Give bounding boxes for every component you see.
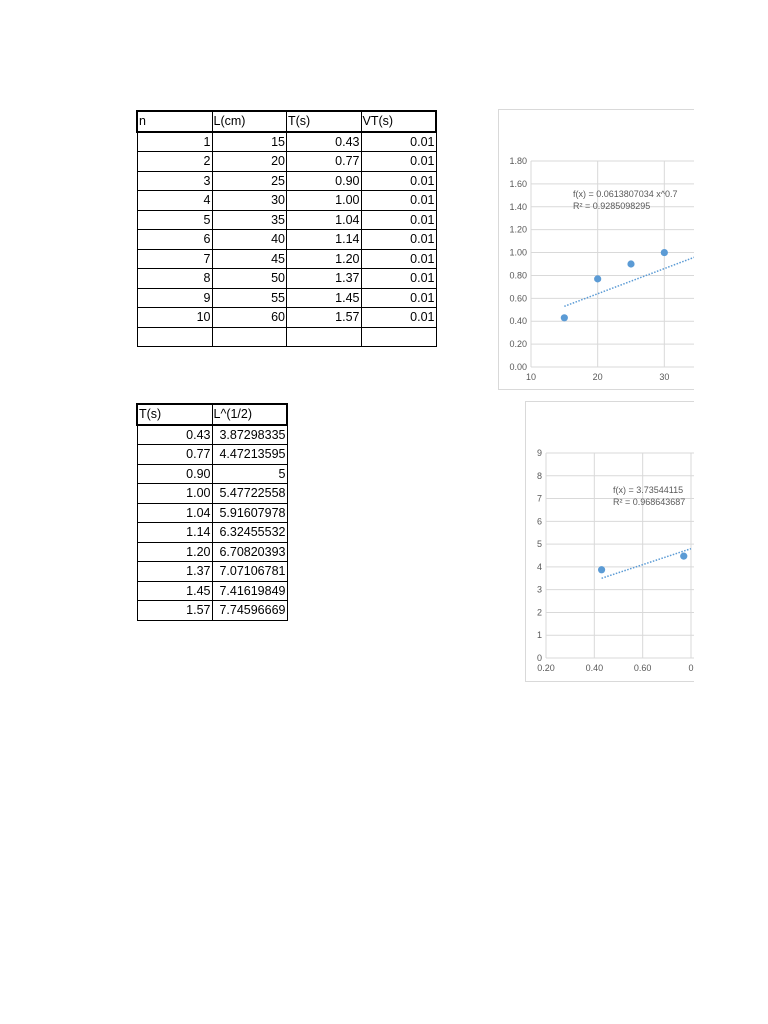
table2-cell[interactable]: 3.87298335 [212, 425, 287, 445]
table2-cell[interactable]: 5 [212, 464, 287, 484]
table1-cell[interactable]: 0.01 [361, 288, 436, 308]
table1-cell[interactable]: 5 [137, 210, 212, 230]
table2-cell[interactable]: 1.04 [137, 503, 212, 523]
table1-cell[interactable]: 6 [137, 230, 212, 250]
table1-cell[interactable]: 45 [212, 249, 287, 269]
table1-row [137, 308, 436, 328]
table2-cell[interactable]: 1.45 [137, 581, 212, 601]
table1-cell[interactable]: 0.77 [287, 152, 362, 172]
table2-cell[interactable]: 7.74596669 [212, 601, 287, 621]
table2-cell[interactable]: 0.77 [137, 445, 212, 465]
table1-cell[interactable]: 0.43 [287, 132, 362, 152]
table1-cell[interactable]: 0.01 [361, 210, 436, 230]
y-tick-label: 1.00 [509, 247, 527, 258]
table2-header-cell[interactable]: T(s) [137, 404, 212, 425]
y-tick-label: 9 [536, 448, 542, 458]
table1-cell[interactable]: 0.01 [361, 171, 436, 191]
table1-cell[interactable]: 0.01 [361, 152, 436, 172]
x-tick-label: 0.40 [585, 663, 604, 673]
table1-cell[interactable]: 1.00 [287, 191, 362, 211]
table1-cell[interactable]: 1.45 [287, 288, 362, 308]
table1-cell[interactable]: 15 [212, 132, 287, 152]
y-tick-label: 4 [536, 561, 542, 572]
table1-cell[interactable]: 0.01 [361, 230, 436, 250]
table1-cell[interactable] [212, 327, 287, 347]
y-tick-label: 0.80 [509, 270, 527, 281]
y-tick-label: 0.00 [509, 362, 527, 372]
table1-header-cell[interactable]: VT(s) [361, 111, 436, 132]
table1-cell[interactable]: 0.01 [361, 308, 436, 328]
y-tick-label: 2 [536, 607, 542, 618]
table1-cell[interactable]: 2 [137, 152, 212, 172]
table1-cell[interactable]: 0.01 [361, 249, 436, 269]
table1-cell[interactable]: 8 [137, 269, 212, 289]
table1-cell[interactable]: 1.57 [287, 308, 362, 328]
table1-cell[interactable]: 0.01 [361, 132, 436, 152]
table2-row [137, 464, 287, 484]
trendline [602, 549, 691, 579]
y-tick-label: 1.80 [509, 156, 527, 166]
table1-cell[interactable]: 55 [212, 288, 287, 308]
table1-row [137, 230, 436, 250]
table1-row [137, 171, 436, 191]
table1-cell[interactable]: 1.04 [287, 210, 362, 230]
table1-cell[interactable]: 35 [212, 210, 287, 230]
table1-cell[interactable]: 1.37 [287, 269, 362, 289]
y-tick-label: 6 [536, 516, 542, 527]
table1-row [137, 288, 436, 308]
table1-cell[interactable]: 30 [212, 191, 287, 211]
data-point [680, 553, 687, 560]
table2-cell[interactable]: 4.47213595 [212, 445, 287, 465]
table2-cell[interactable]: 5.91607978 [212, 503, 287, 523]
x-tick-label: 0.20 [537, 663, 555, 673]
table2-cell[interactable]: 0.90 [137, 464, 212, 484]
x-tick-label: 30 [659, 372, 670, 382]
table2-cell[interactable]: 1.20 [137, 542, 212, 562]
y-tick-label: 7 [536, 493, 542, 504]
y-tick-label: 5 [536, 539, 542, 550]
y-tick-label: 0.60 [509, 293, 527, 304]
table1-cell[interactable]: 3 [137, 171, 212, 191]
chart-1-svg [499, 110, 694, 389]
table1-row [137, 269, 436, 289]
table2-row [137, 523, 287, 543]
table2-row [137, 503, 287, 523]
data-point [627, 260, 634, 267]
y-tick-label: 0 [536, 653, 542, 663]
table1-cell[interactable]: 0.01 [361, 191, 436, 211]
table2-cell[interactable]: 0.43 [137, 425, 212, 445]
table2-cell[interactable]: 1.00 [137, 484, 212, 504]
table1-cell[interactable]: 40 [212, 230, 287, 250]
table1-cell[interactable]: 25 [212, 171, 287, 191]
x-tick-label: 0 [688, 663, 694, 673]
trendline-r-squared: R² = 0.968643687 [613, 497, 686, 507]
table2-cell[interactable]: 1.14 [137, 523, 212, 543]
table2-row [137, 601, 287, 621]
trendline-equation: f(x) = 3.73544115 [613, 485, 684, 495]
y-tick-label: 1 [536, 630, 542, 641]
period-vs-length-chart [498, 109, 694, 390]
table2-cell[interactable]: 6.70820393 [212, 542, 287, 562]
table1-cell[interactable]: 20 [212, 152, 287, 172]
table1-row [137, 249, 436, 269]
table1-cell[interactable] [137, 327, 212, 347]
x-tick-label: 0.60 [633, 663, 652, 673]
sqrt-length-table [136, 403, 288, 621]
table1-cell[interactable]: 0.01 [361, 269, 436, 289]
table1-cell[interactable]: 7 [137, 249, 212, 269]
table2-cell[interactable]: 7.07106781 [212, 562, 287, 582]
table2-row [137, 581, 287, 601]
table1-cell[interactable] [361, 327, 436, 347]
table1-header-cell[interactable]: L(cm) [212, 111, 287, 132]
table1-row [137, 152, 436, 172]
table1-row [137, 210, 436, 230]
trendline-r-squared: R² = 0.9285098295 [573, 201, 651, 211]
table1-cell[interactable]: 1 [137, 132, 212, 152]
y-tick-label: 1.40 [509, 201, 527, 212]
table1-cell[interactable]: 0.90 [287, 171, 362, 191]
y-tick-label: 1.60 [509, 178, 527, 189]
table1-header-row [137, 111, 436, 132]
table2-header-cell[interactable]: L^(1/2) [212, 404, 287, 425]
y-tick-label: 1.20 [509, 224, 527, 235]
data-point [598, 566, 605, 573]
table2-row [137, 484, 287, 504]
table1-cell[interactable]: 1.20 [287, 249, 362, 269]
data-point [661, 249, 668, 256]
table2-row [137, 562, 287, 582]
table2-cell[interactable]: 1.57 [137, 601, 212, 621]
y-tick-label: 8 [536, 470, 542, 481]
table2-cell[interactable]: 1.37 [137, 562, 212, 582]
table2-row [137, 425, 287, 445]
table1-header-cell[interactable]: n [137, 111, 212, 132]
data-point [594, 275, 601, 282]
sqrt-length-vs-period-chart [525, 401, 694, 682]
table1-row [137, 327, 436, 347]
pendulum-data-table [136, 110, 437, 347]
x-tick-label: 20 [592, 372, 603, 382]
table1-cell[interactable]: 1.14 [287, 230, 362, 250]
table2-cell[interactable]: 7.41619849 [212, 581, 287, 601]
x-tick-label: 10 [525, 372, 537, 382]
y-tick-label: 0.40 [509, 316, 527, 327]
table2-row [137, 445, 287, 465]
chart-2-svg [526, 402, 694, 681]
table2-cell[interactable]: 6.32455532 [212, 523, 287, 543]
data-point [561, 314, 568, 321]
table1-cell[interactable]: 50 [212, 269, 287, 289]
table1-cell[interactable]: 9 [137, 288, 212, 308]
table2-header-row [137, 404, 287, 425]
table1-cell[interactable] [287, 327, 362, 347]
table1-row [137, 191, 436, 211]
trendline-equation: f(x) = 0.0613807034 x^0.7 [573, 189, 678, 199]
table2-cell[interactable]: 5.47722558 [212, 484, 287, 504]
table1-cell[interactable]: 10 [137, 308, 212, 328]
table2-row [137, 542, 287, 562]
table1-header-cell[interactable]: T(s) [287, 111, 362, 132]
table1-cell[interactable]: 60 [212, 308, 287, 328]
table1-cell[interactable]: 4 [137, 191, 212, 211]
y-tick-label: 0.20 [509, 339, 527, 350]
y-tick-label: 3 [536, 584, 542, 595]
table1-row [137, 132, 436, 152]
